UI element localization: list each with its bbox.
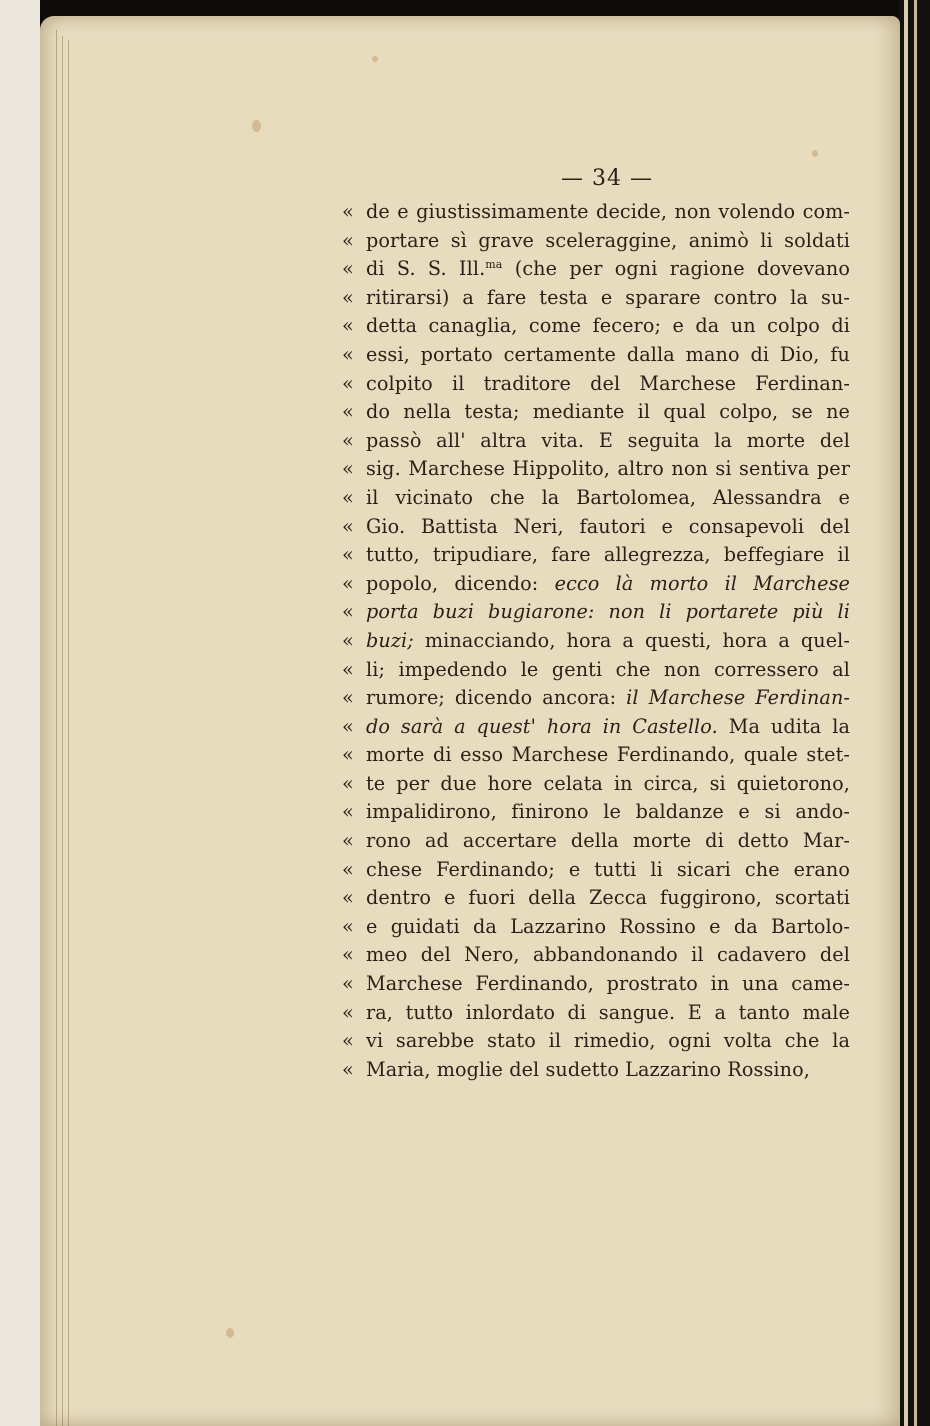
line-content	[366, 513, 850, 542]
text-segment: minacciando, hora a questi, hora a quel-	[413, 628, 850, 652]
quote-mark: «	[342, 1000, 354, 1024]
text-line	[342, 541, 850, 570]
text-segment: dentro e fuori della Zecca fuggirono, scortati	[366, 886, 850, 910]
line-content	[366, 941, 850, 970]
text-segment: (che per ogni ragione dovevano	[502, 257, 850, 281]
text-line	[342, 999, 850, 1028]
quote-mark: «	[342, 600, 354, 624]
quote-mark: «	[342, 857, 354, 881]
text-line	[342, 656, 850, 685]
text-line	[342, 341, 850, 370]
quote-mark: «	[342, 485, 354, 509]
text-segment: passò all' altra vita. E seguita la morte del	[366, 428, 850, 452]
text-line	[342, 913, 850, 942]
quote-mark: «	[342, 371, 354, 395]
line-content	[366, 913, 850, 942]
line-content	[366, 255, 850, 284]
line-content	[366, 312, 850, 341]
line-content	[366, 656, 850, 685]
quote-mark: «	[342, 628, 354, 652]
line-content	[366, 1056, 850, 1085]
line-content	[366, 970, 850, 999]
text-line	[342, 741, 850, 770]
text-line	[342, 1056, 850, 1085]
quote-mark: «	[342, 1057, 354, 1081]
text-segment: tutto, tripudiare, fare allegrezza, beffegiare il	[366, 543, 850, 567]
line-content	[366, 398, 850, 427]
quote-mark: «	[342, 914, 354, 938]
quote-mark: «	[342, 457, 354, 481]
line-content	[366, 370, 850, 399]
line-content	[366, 741, 850, 770]
text-line	[342, 798, 850, 827]
text-segment: meo del Nero, abbandonando il cadavero del	[366, 943, 850, 967]
text-line	[342, 970, 850, 999]
text-segment: sig. Marchese Hippolito, altro non si sentiva per	[366, 457, 850, 481]
line-content	[366, 541, 850, 570]
quote-mark: «	[342, 428, 354, 452]
text-line	[342, 856, 850, 885]
text-line	[342, 627, 850, 656]
text-segment: ritirarsi) a fare testa e sparare contro la su-	[366, 285, 850, 309]
text-segment: colpito il traditore del Marchese Ferdinan-	[366, 371, 850, 395]
quote-mark: «	[342, 829, 354, 853]
text-segment: e guidati da Lazzarino Rossino e da Bartolo-	[366, 914, 850, 938]
line-content	[366, 770, 850, 799]
italic-text: do sarà a quest' hora in Castello.	[366, 714, 718, 738]
quote-mark: «	[342, 771, 354, 795]
quote-mark: «	[342, 257, 354, 281]
line-content	[366, 570, 850, 599]
text-line	[342, 770, 850, 799]
quote-mark: «	[342, 714, 354, 738]
line-content	[366, 341, 850, 370]
quote-mark: «	[342, 228, 354, 252]
text-segment: morte di esso Marchese Ferdinando, quale stet-	[366, 743, 850, 767]
line-content	[366, 684, 850, 713]
text-line	[342, 227, 850, 256]
text-segment: di S. S. Ill.	[366, 257, 486, 281]
body-text	[342, 198, 850, 1084]
text-segment: essi, portato certamente dalla mano di Dio, fu	[366, 342, 850, 366]
line-content	[366, 856, 850, 885]
book-edge-right	[898, 0, 930, 1426]
text-line	[342, 312, 850, 341]
page-number: — 34 —	[561, 166, 653, 191]
text-line	[342, 427, 850, 456]
text-line	[342, 713, 850, 742]
quote-mark: «	[342, 543, 354, 567]
text-segment: portare sì grave sceleraggine, animò li soldati	[366, 228, 850, 252]
text-segment: Gio. Battista Neri, fautori e consapevoli del	[366, 514, 850, 538]
quote-mark: «	[342, 285, 354, 309]
italic-text: porta buzi bugiarone: non li portarete più li	[366, 600, 850, 624]
text-segment: chese Ferdinando; e tutti li sicari che erano	[366, 857, 850, 881]
quote-mark: «	[342, 342, 354, 366]
scan-background-left	[0, 0, 40, 1426]
text-line	[342, 598, 850, 627]
superscript: ma	[485, 258, 503, 272]
text-segment: il vicinato che la Bartolomea, Alessandra e	[366, 485, 850, 509]
line-content	[366, 198, 850, 227]
quote-mark: «	[342, 800, 354, 824]
text-line	[342, 941, 850, 970]
text-segment: rono ad accertare della morte di detto Mar-	[366, 829, 850, 853]
text-segment: de e giustissimamente decide, non volendo com-	[366, 200, 850, 223]
quote-mark: «	[342, 514, 354, 538]
quote-mark: «	[342, 657, 354, 681]
text-segment: Marchese Ferdinando, prostrato in una came-	[366, 972, 850, 996]
text-line	[342, 884, 850, 913]
line-content	[366, 598, 850, 627]
quote-mark: «	[342, 400, 354, 424]
text-segment: li; impedendo le genti che non corressero al	[366, 657, 850, 681]
foxing-spot	[226, 1328, 234, 1338]
line-content	[366, 455, 850, 484]
line-content	[366, 798, 850, 827]
quote-mark: «	[342, 200, 354, 223]
text-line	[342, 255, 850, 284]
text-segment: ra, tutto inlordato di sangue. E a tanto male	[366, 1000, 850, 1024]
quote-mark: «	[342, 314, 354, 338]
text-segment: popolo, dicendo:	[366, 571, 555, 595]
quote-mark: «	[342, 972, 354, 996]
text-line	[342, 284, 850, 313]
line-content	[366, 1027, 850, 1056]
italic-text: buzi;	[366, 628, 414, 652]
line-content	[366, 427, 850, 456]
text-line	[342, 570, 850, 599]
text-line	[342, 398, 850, 427]
text-line	[342, 513, 850, 542]
text-segment: detta canaglia, come fecero; e da un colpo di	[366, 314, 850, 338]
text-segment: do nella testa; mediante il qual colpo, se ne	[366, 400, 850, 424]
line-content	[366, 827, 850, 856]
foxing-spot	[372, 56, 378, 62]
italic-text: il Marchese Ferdinan-	[626, 686, 850, 710]
quote-mark: «	[342, 943, 354, 967]
text-line	[342, 370, 850, 399]
quote-mark: «	[342, 1029, 354, 1053]
line-content	[366, 999, 850, 1028]
foxing-spot	[252, 120, 261, 132]
text-line	[342, 198, 850, 227]
text-segment: Maria, moglie del sudetto Lazzarino Rossino,	[366, 1057, 810, 1081]
text-segment: impalidirono, finirono le baldanze e si ando-	[366, 800, 850, 824]
text-segment: vi sarebbe stato il rimedio, ogni volta che la	[366, 1029, 850, 1053]
text-segment: te per due hore celata in circa, si quietorono,	[366, 771, 850, 795]
line-content	[366, 484, 850, 513]
text-line	[342, 827, 850, 856]
line-content	[366, 284, 850, 313]
text-segment: rumore; dicendo ancora:	[366, 686, 627, 710]
quote-mark: «	[342, 886, 354, 910]
line-content	[366, 713, 850, 742]
foxing-spot	[812, 150, 818, 157]
italic-text: ecco là morto il Marchese	[554, 571, 850, 595]
line-content	[366, 884, 850, 913]
page-leaf-edge	[68, 40, 69, 1426]
quote-mark: «	[342, 571, 354, 595]
page-leaf-edge	[56, 30, 57, 1426]
text-line	[342, 1027, 850, 1056]
line-content	[366, 227, 850, 256]
quote-mark: «	[342, 743, 354, 767]
text-line	[342, 455, 850, 484]
text-segment: Ma udita la	[717, 714, 850, 738]
text-line	[342, 484, 850, 513]
quote-mark: «	[342, 686, 354, 710]
page-leaf-edge	[62, 36, 63, 1426]
line-content	[366, 627, 850, 656]
text-line	[342, 684, 850, 713]
